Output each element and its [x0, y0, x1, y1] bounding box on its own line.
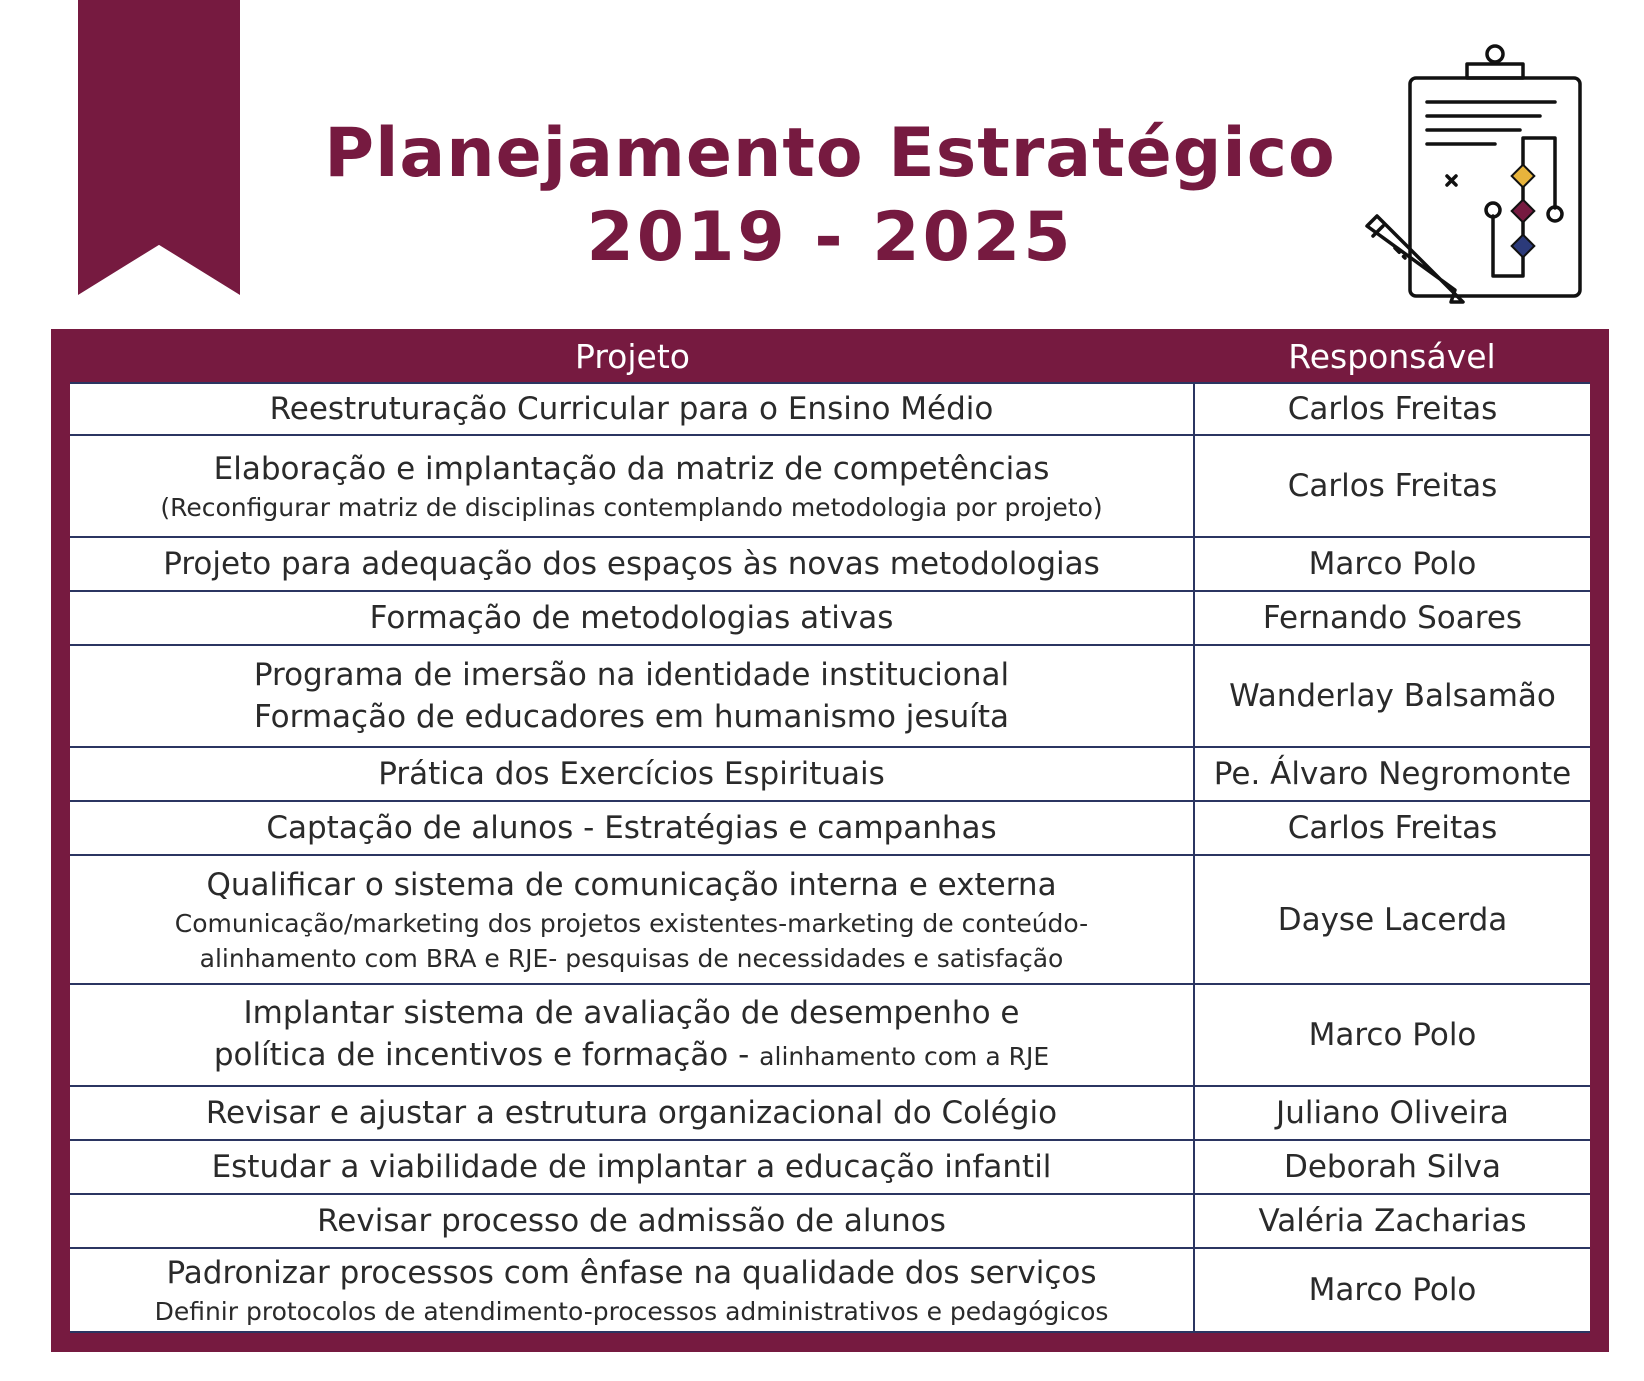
clipboard-plan-icon — [1355, 36, 1595, 306]
project-name: Estudar a viabilidade de implantar a educação infantil — [211, 1149, 1052, 1185]
column-header-project: Projeto — [575, 337, 690, 376]
responsible-cell: Juliano Oliveira — [1276, 1095, 1509, 1131]
responsible-cell: Marco Polo — [1308, 1272, 1477, 1308]
table-row — [70, 748, 1590, 802]
project-cell — [70, 985, 1195, 1085]
responsible-cell: Dayse Lacerda — [1277, 901, 1508, 938]
table-row — [70, 592, 1590, 646]
project-name: Padronizar processos com ênfase na qualidade dos serviços — [166, 1254, 1097, 1291]
project-cell — [70, 384, 1195, 434]
table-row — [70, 1141, 1590, 1195]
project-name: Formação de metodologias ativas — [369, 600, 894, 636]
responsible-cell: Deborah Silva — [1283, 1149, 1502, 1185]
responsible-cell: Marco Polo — [1308, 1017, 1477, 1053]
project-cell — [70, 748, 1195, 800]
project-name-line-2-text: política de incentivos e formação - — [213, 1037, 750, 1073]
project-detail: Definir protocolos de atendimento-processos administrativos e pedagógicos — [154, 1296, 1109, 1326]
project-cell — [70, 856, 1195, 983]
table-row — [70, 646, 1590, 748]
project-name: Prática dos Exercícios Espirituais — [378, 756, 885, 792]
project-name: Revisar processo de admissão de alunos — [317, 1203, 946, 1239]
page-title — [240, 112, 1420, 280]
project-name: Reestruturação Curricular para o Ensino Médio — [269, 391, 994, 427]
table-row — [70, 382, 1590, 436]
responsible-cell: Marco Polo — [1308, 546, 1477, 582]
table-row — [70, 856, 1590, 985]
title-line-1: Planejamento Estratégico — [324, 114, 1336, 193]
project-cell — [70, 802, 1195, 854]
project-name: Programa de imersão na identidade institucional — [253, 657, 1010, 693]
project-name: Projeto para adequação dos espaços às novas metodologias — [163, 546, 1100, 582]
project-name: Elaboração e implantação da matriz de competências — [213, 450, 1050, 487]
project-cell — [70, 436, 1195, 536]
project-cell — [70, 1087, 1195, 1139]
responsible-cell: Pe. Álvaro Negromonte — [1213, 756, 1572, 792]
project-cell — [70, 1195, 1195, 1247]
responsible-cell: Valéria Zacharias — [1258, 1203, 1527, 1239]
bookmark-ribbon — [78, 0, 240, 295]
table-header — [51, 329, 1609, 382]
project-name: Revisar e ajustar a estrutura organizacional do Colégio — [205, 1095, 1058, 1131]
projects-table — [51, 329, 1609, 1352]
project-detail: (Reconfigurar matriz de disciplinas contemplando metodologia por projeto) — [160, 492, 1103, 522]
project-detail-line-2: alinhamento com BRA e RJE- pesquisas de necessidades e satisfação — [199, 943, 1064, 973]
project-cell — [70, 1141, 1195, 1193]
table-row — [70, 985, 1590, 1087]
project-cell — [70, 538, 1195, 590]
responsible-cell: Carlos Freitas — [1287, 391, 1498, 427]
project-inline-detail: alinhamento com a RJE — [759, 1042, 1050, 1071]
project-name: Captação de alunos - Estratégias e campanhas — [266, 810, 997, 846]
table-row — [70, 1249, 1590, 1333]
project-name-line-2 — [214, 1034, 1049, 1078]
responsible-cell: Carlos Freitas — [1287, 810, 1498, 846]
table-row — [70, 1195, 1590, 1249]
project-cell — [70, 646, 1195, 746]
title-line-2: 2019 - 2025 — [586, 198, 1074, 277]
responsible-cell: Carlos Freitas — [1287, 468, 1498, 504]
project-name: Implantar sistema de avaliação de desempenho e — [243, 995, 1020, 1031]
table-row — [70, 1087, 1590, 1141]
table-row — [70, 802, 1590, 856]
project-name-line-2: Formação de educadores em humanismo jesuíta — [253, 699, 1010, 735]
column-header-responsible: Responsável — [1288, 337, 1496, 376]
table-body — [70, 382, 1590, 1333]
table-row — [70, 538, 1590, 592]
responsible-cell: Wanderlay Balsamão — [1229, 678, 1556, 714]
project-name: Qualificar o sistema de comunicação interna e externa — [206, 866, 1057, 903]
table-row — [70, 436, 1590, 538]
project-cell — [70, 1249, 1195, 1331]
responsible-cell: Fernando Soares — [1262, 600, 1523, 636]
project-detail: Comunicação/marketing dos projetos existentes-marketing de conteúdo- — [174, 908, 1089, 938]
project-cell — [70, 592, 1195, 644]
